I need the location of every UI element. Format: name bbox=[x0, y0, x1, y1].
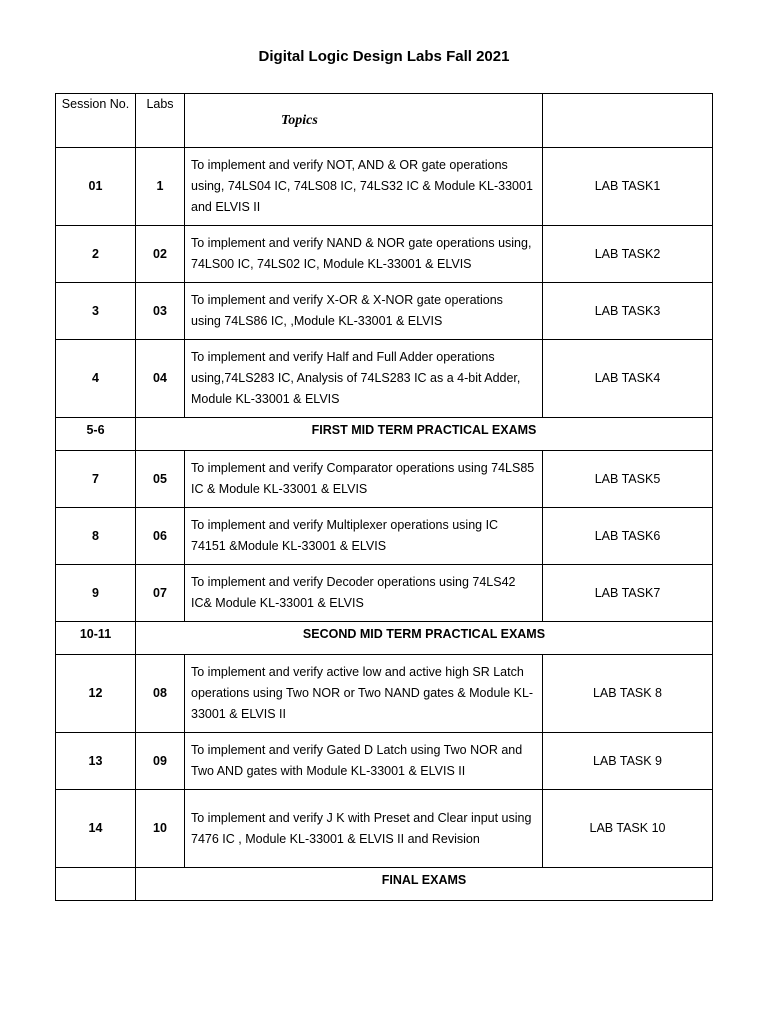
lab-topic: To implement and verify active low and active high SR Latch operations using Two NOR or Two NAND gates & Module KL-33001 & ELVIS II bbox=[185, 655, 543, 733]
lab-topic: To implement and verify Comparator operations using 74LS85 IC & Module KL-33001 & ELVIS bbox=[185, 451, 543, 508]
table-row bbox=[56, 508, 713, 565]
lab-topic: To implement and verify NOT, AND & OR gate operations using, 74LS04 IC, 74LS08 IC, 74LS32 IC & Module KL-33001 and ELVIS II bbox=[185, 148, 543, 226]
lab-no: 1 bbox=[136, 148, 185, 226]
exam-row bbox=[56, 868, 713, 901]
session-no: 5-6 bbox=[56, 418, 136, 451]
header-labs: Labs bbox=[136, 94, 185, 148]
table-row bbox=[56, 226, 713, 283]
lab-topic: To implement and verify NAND & NOR gate operations using, 74LS00 IC, 74LS02 IC, Module KL-33001 & ELVIS bbox=[185, 226, 543, 283]
exam-label: FIRST MID TERM PRACTICAL EXAMS bbox=[136, 418, 713, 451]
page-title: Digital Logic Design Labs Fall 2021 bbox=[258, 48, 510, 65]
session-no: 8 bbox=[56, 508, 136, 565]
lab-topic: To implement and verify J K with Preset and Clear input using 7476 IC , Module KL-33001 & ELVIS II and Revision bbox=[185, 790, 543, 868]
lab-task: LAB TASK5 bbox=[543, 451, 713, 508]
header-task bbox=[543, 94, 713, 148]
lab-topic: To implement and verify Decoder operations using 74LS42 IC& Module KL-33001 & ELVIS bbox=[185, 565, 543, 622]
session-no: 01 bbox=[56, 148, 136, 226]
session-no: 2 bbox=[56, 226, 136, 283]
lab-task: LAB TASK4 bbox=[543, 340, 713, 418]
lab-no: 09 bbox=[136, 733, 185, 790]
header-session: Session No. bbox=[56, 94, 136, 148]
lab-task: LAB TASK 10 bbox=[543, 790, 713, 868]
lab-no: 08 bbox=[136, 655, 185, 733]
header-topics: Topics bbox=[185, 94, 543, 148]
lab-no: 02 bbox=[136, 226, 185, 283]
table-row bbox=[56, 655, 713, 733]
lab-no: 04 bbox=[136, 340, 185, 418]
lab-no: 07 bbox=[136, 565, 185, 622]
table-header-row bbox=[56, 94, 713, 148]
lab-topic: To implement and verify Multiplexer operations using IC 74151 &Module KL-33001 & ELVIS bbox=[185, 508, 543, 565]
session-no: 4 bbox=[56, 340, 136, 418]
exam-row bbox=[56, 622, 713, 655]
exam-label: FINAL EXAMS bbox=[136, 868, 713, 901]
table-row bbox=[56, 451, 713, 508]
exam-row bbox=[56, 418, 713, 451]
session-no: 3 bbox=[56, 283, 136, 340]
lab-topic: To implement and verify Gated D Latch using Two NOR and Two AND gates with Module KL-33001 & ELVIS II bbox=[185, 733, 543, 790]
session-no: 10-11 bbox=[56, 622, 136, 655]
session-no: 7 bbox=[56, 451, 136, 508]
lab-no: 06 bbox=[136, 508, 185, 565]
exam-label: SECOND MID TERM PRACTICAL EXAMS bbox=[136, 622, 713, 655]
lab-task: LAB TASK 9 bbox=[543, 733, 713, 790]
session-no: 12 bbox=[56, 655, 136, 733]
lab-task: LAB TASK1 bbox=[543, 148, 713, 226]
table-row bbox=[56, 790, 713, 868]
table-row bbox=[56, 340, 713, 418]
table-row bbox=[56, 283, 713, 340]
lab-no: 10 bbox=[136, 790, 185, 868]
lab-no: 03 bbox=[136, 283, 185, 340]
table-row bbox=[56, 565, 713, 622]
lab-schedule-table bbox=[55, 93, 713, 901]
session-no: 14 bbox=[56, 790, 136, 868]
session-no bbox=[56, 868, 136, 901]
lab-task: LAB TASK2 bbox=[543, 226, 713, 283]
lab-task: LAB TASK3 bbox=[543, 283, 713, 340]
lab-no: 05 bbox=[136, 451, 185, 508]
lab-topic: To implement and verify Half and Full Adder operations using,74LS283 IC, Analysis of 74LS283 IC as a 4-bit Adder, Module KL-33001 & ELVIS bbox=[185, 340, 543, 418]
table-row bbox=[56, 148, 713, 226]
session-no: 9 bbox=[56, 565, 136, 622]
lab-task: LAB TASK7 bbox=[543, 565, 713, 622]
lab-topic: To implement and verify X-OR & X-NOR gate operations using 74LS86 IC, ,Module KL-33001 & ELVIS bbox=[185, 283, 543, 340]
session-no: 13 bbox=[56, 733, 136, 790]
table-row bbox=[56, 733, 713, 790]
lab-task: LAB TASK6 bbox=[543, 508, 713, 565]
lab-task: LAB TASK 8 bbox=[543, 655, 713, 733]
